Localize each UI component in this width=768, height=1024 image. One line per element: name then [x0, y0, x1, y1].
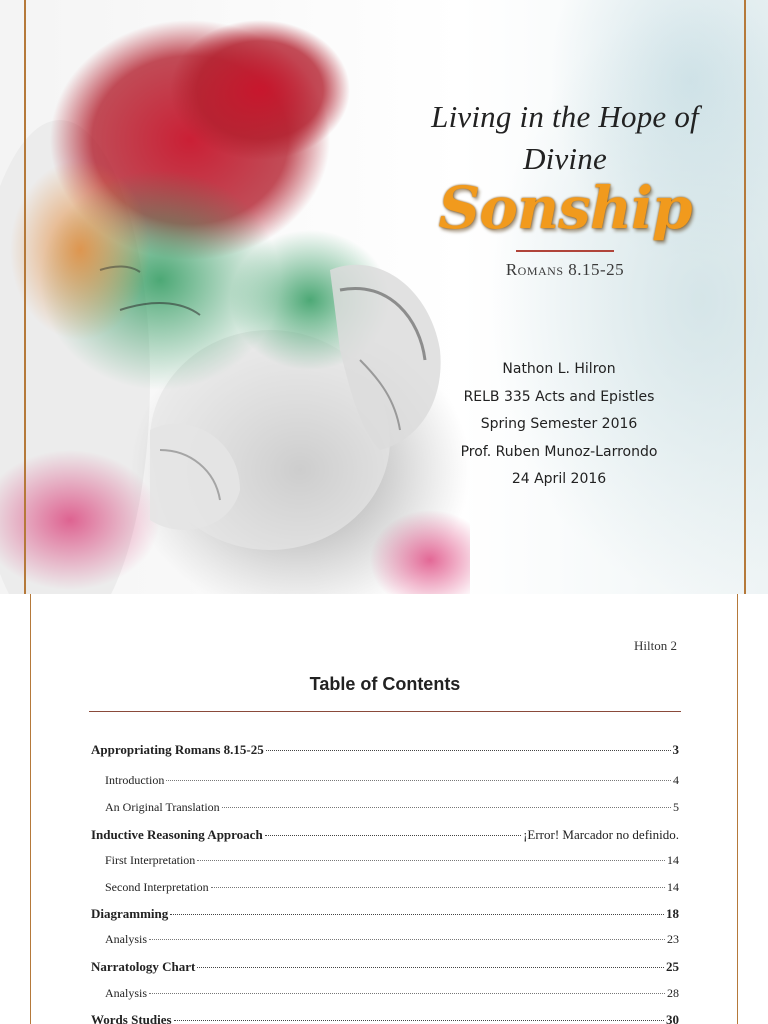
- toc-entry-page: 18: [666, 906, 679, 921]
- toc-entry-label: Appropriating Romans 8.15-25: [91, 742, 264, 757]
- toc-leader: [265, 825, 521, 836]
- cover-title-line-2: Divine: [523, 141, 607, 176]
- toc-leader: [170, 904, 664, 915]
- cover-author-block: [440, 356, 678, 494]
- toc-entry-page: 3: [672, 742, 679, 757]
- toc-entry[interactable]: [91, 800, 679, 818]
- toc-entry[interactable]: [91, 906, 679, 924]
- toc-leader: [197, 957, 664, 968]
- toc-entry-page: 28: [667, 986, 679, 1000]
- toc-entry-label: Inductive Reasoning Approach: [91, 827, 263, 842]
- cover-title-highlight: Sonship: [438, 174, 692, 242]
- toc-entry-page: 14: [667, 853, 679, 867]
- toc-divider: [89, 711, 681, 712]
- toc-entry[interactable]: [91, 880, 679, 898]
- toc-entry-label: Second Interpretation: [105, 880, 209, 894]
- course-name: RELB 335 Acts and Epistles: [463, 388, 655, 405]
- toc-leader: [174, 1010, 664, 1021]
- toc-entry[interactable]: [91, 986, 679, 1004]
- toc-leader: [266, 740, 671, 751]
- toc-leader: [166, 770, 671, 781]
- toc-entry-label: An Original Translation: [105, 800, 220, 814]
- toc-entry-label: Analysis: [105, 986, 147, 1000]
- cover-title-rule: [516, 250, 614, 252]
- cover-title-block: [420, 96, 710, 280]
- toc-leader: [197, 850, 665, 861]
- toc-entry[interactable]: [91, 1012, 679, 1024]
- toc-entry-label: Analysis: [105, 932, 147, 946]
- toc-entry[interactable]: [91, 773, 679, 791]
- cover-artwork: [0, 0, 470, 594]
- professor: Prof. Ruben Munoz-Larrondo: [460, 443, 658, 460]
- date: 24 April 2016: [511, 471, 607, 487]
- toc-entry-page: 14: [667, 880, 679, 894]
- toc-entry-label: Diagramming: [91, 906, 169, 921]
- toc-entry-label: Words Studies: [91, 1012, 172, 1024]
- cover-title-line-1: Living in the Hope of: [431, 99, 699, 134]
- toc-leader: [211, 877, 665, 888]
- toc-entry-page: 30: [666, 1012, 679, 1024]
- toc-entry-page: 5: [673, 800, 679, 814]
- toc-leader: [149, 929, 665, 940]
- cover-border-left: [24, 0, 26, 594]
- cover-subtitle: Romans 8.15-25: [505, 260, 625, 279]
- toc-entry[interactable]: [91, 932, 679, 950]
- toc-title: Table of Contents: [309, 674, 461, 694]
- toc-entry-page: ¡Error! Marcador no definido.: [523, 827, 679, 842]
- toc-entry[interactable]: [91, 742, 679, 760]
- toc-entry-label: Narratology Chart: [91, 959, 196, 974]
- toc-entry-page: 23: [667, 932, 679, 946]
- toc-leader: [149, 983, 665, 994]
- semester: Spring Semester 2016: [480, 416, 638, 432]
- author-name: Nathon L. Hilron: [502, 361, 616, 377]
- toc-leader: [222, 797, 671, 808]
- toc-entry-label: Introduction: [105, 773, 165, 787]
- toc-page: [30, 594, 738, 1024]
- toc-entry[interactable]: [91, 853, 679, 871]
- toc-entry-page: 4: [673, 773, 679, 787]
- toc-entry-page: 25: [666, 959, 679, 974]
- toc-entry-label: First Interpretation: [105, 853, 196, 867]
- page-header: Hilton 2: [634, 638, 677, 653]
- toc-entry[interactable]: [91, 827, 679, 845]
- toc-entry[interactable]: [91, 959, 679, 977]
- cover-border-right: [744, 0, 746, 594]
